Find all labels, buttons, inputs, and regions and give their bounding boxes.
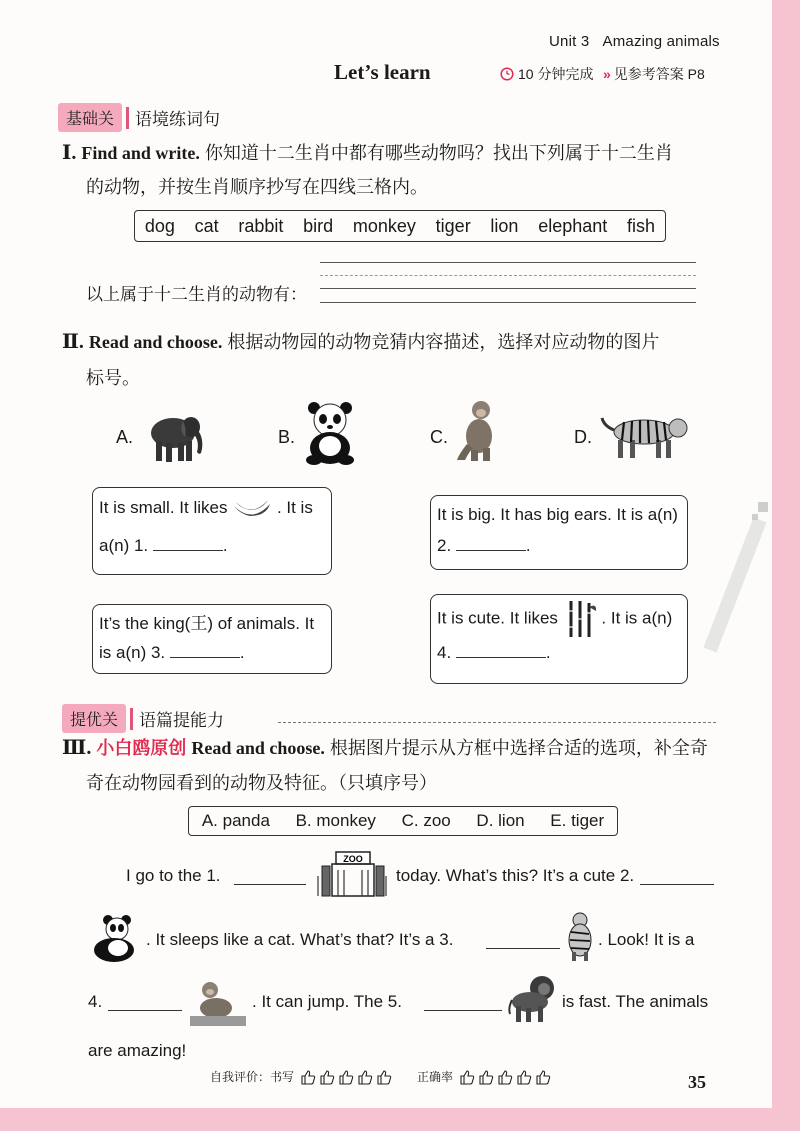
q1-number: Ⅰ. xyxy=(62,142,77,164)
monkey-icon xyxy=(190,978,246,1026)
accuracy-rating[interactable] xyxy=(459,1069,554,1085)
story-line-3a: 4. xyxy=(88,992,103,1011)
q1-answer-label: 以上属于十二生肖的动物有： xyxy=(86,285,307,304)
story-line-1b: today. What’s this? It’s a cute 2. xyxy=(396,866,635,885)
bamboo-icon xyxy=(563,601,597,637)
word-rabbit: rabbit xyxy=(238,215,284,236)
option-item: B. monkey xyxy=(295,811,376,830)
option-b-letter: B. xyxy=(278,427,296,447)
q2-instruction-line2: 标号。 xyxy=(86,368,140,388)
word-elephant: elephant xyxy=(538,215,608,236)
option-item: E. tiger xyxy=(550,811,605,830)
riddle-card-2: It is big. It has big ears. It is a(n) 2. . xyxy=(430,495,688,570)
q1-instruction-cn-1: 你知道十二生肖中都有哪些动物吗？找出下列属于十二生肖 xyxy=(204,143,673,163)
zoo-gate-icon xyxy=(316,850,388,898)
answer-blank-1[interactable] xyxy=(153,534,223,551)
double-chevron-icon: » xyxy=(603,66,611,82)
card1-line1: It is small. It likes xyxy=(99,498,228,517)
q1-instruction-en: Find and write. xyxy=(81,143,200,163)
card4-line1: It is cute. It likes xyxy=(437,608,558,628)
tiger-icon xyxy=(564,912,596,962)
brand-label: 小白鸥原创 xyxy=(96,738,187,758)
thumbs-up-icon[interactable] xyxy=(535,1069,551,1085)
section-tag-label: 提优关 xyxy=(62,704,126,733)
answer-ref-text: 见参考答案 P8 xyxy=(613,66,705,82)
option-item: A. panda xyxy=(201,811,270,830)
zoo-sign-text: ZOO xyxy=(343,854,363,864)
card3-line2: is a(n) 3. xyxy=(99,643,166,662)
watermark-stamp xyxy=(700,500,772,660)
thumbs-up-icon[interactable] xyxy=(516,1069,532,1085)
lion-icon xyxy=(508,974,556,1024)
q2-instruction-en: Read and choose. xyxy=(88,332,223,352)
q2-instruction xyxy=(62,325,722,359)
word-cat: cat xyxy=(194,215,219,236)
story-blank-2[interactable] xyxy=(640,868,714,885)
thumbs-up-icon[interactable] xyxy=(338,1069,354,1085)
answer-blank-4[interactable] xyxy=(456,641,546,658)
card1-line2: a(n) 1. xyxy=(99,536,149,555)
option-item: C. zoo xyxy=(401,811,451,830)
q1-word-box xyxy=(134,210,666,242)
option-item: D. lion xyxy=(476,811,525,830)
q1-instruction xyxy=(62,136,722,170)
card2-line2: 2. xyxy=(437,536,452,555)
section-title: 语篇提能力 xyxy=(139,711,225,730)
word-fish: fish xyxy=(627,215,656,236)
answer-blank-3[interactable] xyxy=(170,641,240,658)
section-tag-basic xyxy=(58,103,220,132)
self-evaluation xyxy=(210,1068,554,1085)
q3-instruction-en: Read and choose. xyxy=(191,738,325,758)
riddle-card-1: It is small. It likes . It is a(n) 1. . xyxy=(92,487,332,575)
card1-line1-end: . It is xyxy=(276,498,313,517)
story-blank-5[interactable] xyxy=(424,994,502,1011)
panda-icon xyxy=(88,912,140,964)
answer-blank-2[interactable] xyxy=(456,534,526,551)
panda-icon xyxy=(302,400,360,466)
story-line-2a: . It sleeps like a cat. What’s that? It’s a 3. xyxy=(146,930,454,949)
four-line-grid[interactable] xyxy=(320,262,696,308)
option-d-letter: D. xyxy=(574,427,592,447)
tag-divider xyxy=(130,708,133,730)
story-line-3b: . It can jump. The 5. xyxy=(252,992,402,1011)
section-tag-label: 基础关 xyxy=(58,103,122,132)
timer xyxy=(500,64,593,84)
clock-icon xyxy=(500,67,514,81)
word-monkey: monkey xyxy=(352,215,416,236)
story-line-2b: . Look! It is a xyxy=(598,930,695,949)
lesson-title: Let’s learn xyxy=(334,60,431,84)
monkey-icon xyxy=(455,398,501,462)
section-divider xyxy=(278,722,716,723)
word-lion: lion xyxy=(490,215,519,236)
q2-instruction-cn-1: 根据动物园的动物竞猜内容描述，选择对应动物的图片 xyxy=(227,332,660,352)
q3-instruction-line2: 奇在动物园看到的动物及特征。（只填序号） xyxy=(86,773,437,793)
writing-rating[interactable] xyxy=(300,1069,395,1085)
option-a-letter: A. xyxy=(116,427,134,447)
thumbs-up-icon[interactable] xyxy=(497,1069,513,1085)
card3-line1: It’s the king(王) of animals. It xyxy=(99,614,315,633)
thumbs-up-icon[interactable] xyxy=(319,1069,335,1085)
accuracy-label: 正确率 xyxy=(417,1070,454,1084)
q1-instruction-line2: 的动物，并按生肖顺序抄写在四线三格内。 xyxy=(86,177,428,197)
banana-icon xyxy=(232,498,272,520)
q3-option-box xyxy=(188,806,618,836)
q2-number: Ⅱ. xyxy=(62,331,84,353)
thumbs-up-icon[interactable] xyxy=(478,1069,494,1085)
timer-text: 10 分钟完成 xyxy=(518,66,594,82)
story-line-3c: is fast. The animals xyxy=(562,992,709,1011)
story-blank-4[interactable] xyxy=(108,994,182,1011)
thumbs-up-icon[interactable] xyxy=(357,1069,373,1085)
thumbs-up-icon[interactable] xyxy=(300,1069,316,1085)
q3-number: Ⅲ. xyxy=(62,737,92,759)
self-eval-label: 自我评价：书写 xyxy=(210,1070,295,1084)
word-bird: bird xyxy=(303,215,334,236)
section-tag-advanced xyxy=(62,704,224,733)
story-line-4: are amazing! xyxy=(88,1041,187,1060)
page-number: 35 xyxy=(688,1072,706,1092)
q3-instruction xyxy=(62,731,722,765)
story-line-1a: I go to the 1. xyxy=(126,866,221,885)
tag-divider xyxy=(126,107,129,129)
riddle-card-4: It is cute. It likes . It is a(n) 4. . xyxy=(430,594,688,684)
tiger-icon xyxy=(600,410,690,462)
story-blank-1[interactable] xyxy=(234,868,306,885)
unit-label: Unit 3 xyxy=(549,33,590,50)
unit-title: Amazing animals xyxy=(602,33,720,50)
word-tiger: tiger xyxy=(435,215,471,236)
riddle-card-3: It’s the king(王) of animals. It is a(n) 3. . xyxy=(92,604,332,674)
answer-reference xyxy=(603,64,705,84)
elephant-icon xyxy=(145,405,207,465)
q3-instruction-cn-1: 根据图片提示从方框中选择合适的选项，补全奇 xyxy=(329,738,708,758)
card2-line1: It is big. It has big ears. It is a(n) xyxy=(437,505,678,524)
thumbs-up-icon[interactable] xyxy=(459,1069,475,1085)
word-dog: dog xyxy=(144,215,175,236)
card4-line1-end: . It is a(n) xyxy=(601,608,673,628)
unit-header xyxy=(549,33,720,50)
card4-line2: 4. xyxy=(437,643,452,662)
section-title: 语境练词句 xyxy=(135,110,221,129)
option-c-letter: C. xyxy=(430,427,448,447)
thumbs-up-icon[interactable] xyxy=(376,1069,392,1085)
story-blank-3[interactable] xyxy=(486,932,560,949)
